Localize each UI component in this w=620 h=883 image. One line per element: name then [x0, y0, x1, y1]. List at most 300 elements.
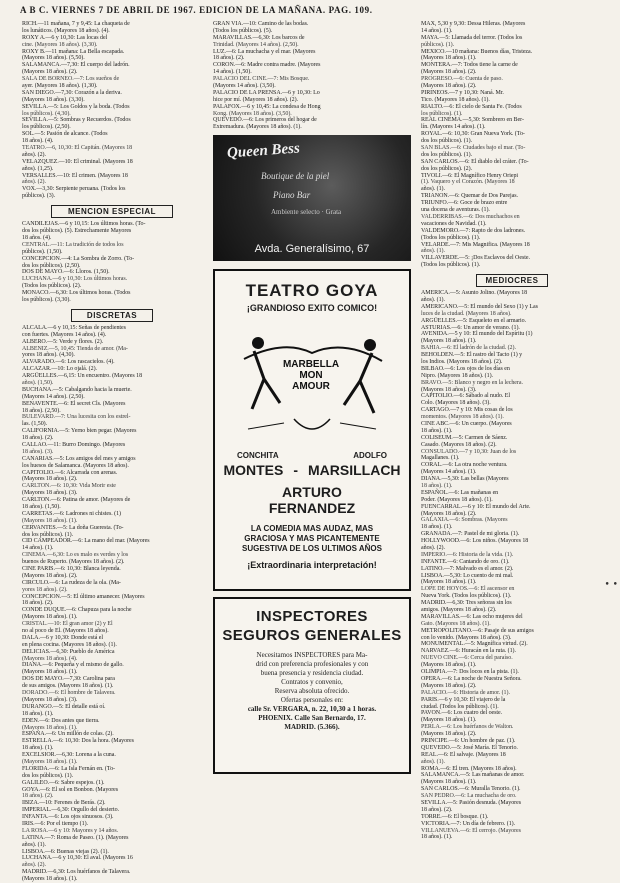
listing-line: MONACO.—6,30: Los últimos horas. (Todos	[22, 290, 131, 297]
listing-line: SALA DE BORNEO.—7: Los sueños de	[22, 76, 120, 83]
listing-line: VILLANUEVA.—6: El cerrojo. (Mayores	[421, 827, 521, 834]
listing-line: QUEVEDO.—5: José María. El Tenorio.	[421, 744, 518, 751]
listing-line: BULEVARD.—7: Una lucesita con los estrel-	[22, 414, 131, 421]
queen-bess-tagline: Boutique de la piel	[261, 171, 330, 182]
listing-line: Poder. (Mayores 18 años). (1).	[421, 496, 493, 503]
listing-line: OPERA.—6: La noche de Nuestra Señora.	[421, 675, 522, 682]
listing-line: LUZ.—6: La muchacha y el mar. (Mayores	[213, 48, 316, 55]
listing-line: (Mayores 18 años). (1).	[22, 669, 78, 676]
inspectores-body-line: calle Sr. VERGARA, n. 22, 10,30 a 1 horas.	[247, 705, 377, 714]
queen-bess-brand: Queen Bess	[226, 140, 301, 162]
listing-line: (Mayores 18 años). (1).	[421, 779, 477, 786]
listing-line: PERLA.—6: Los huérfanos de Walton.	[421, 724, 514, 731]
listing-line: con lo venido. (Mayores 18 años). (3).	[421, 634, 512, 641]
listing-line: (Mayores 18 años). (1).	[22, 614, 78, 621]
listing-line: MONUMENTAL.—5: Magnífica virtud. (2).	[421, 641, 528, 648]
listing-line: LATINA.—7: Roma de Paseo. (1). (Mayores	[22, 834, 129, 841]
listing-line: 18 años). (1).	[421, 834, 453, 841]
listing-line: de sus amigos. (Mayores 18 años). (1).	[22, 683, 114, 690]
listing-line: SALAMANCA.—5: Las mañanas de amor.	[421, 772, 525, 779]
listing-line: MAX, 5,30 y 9,30: Dessa Hileras. (Mayores	[421, 21, 526, 27]
listing-line: VOX.—3,30: Serpiente peruana. (Todos los	[22, 186, 126, 193]
goya-credits	[215, 451, 409, 460]
listing-line: (Mayores 18 años). (3).	[421, 386, 477, 393]
listing-line: ARGÜELLES.—6,15: Un encuentro. (Mayores 18	[22, 373, 143, 380]
listing-block-top	[22, 21, 202, 200]
listing-line: años). (1).	[421, 248, 445, 255]
listing-line: los públicos). (3,30).	[22, 296, 71, 303]
listing-line: dos los públicos). (1).	[421, 151, 473, 158]
inspectores-body-line: Ofertas personales en:	[280, 696, 344, 705]
listing-line: DURANGO.—5: El detalle está oí.	[22, 703, 106, 710]
listing-line: ASTURIAS.—6: Un amor de verano. (1).	[421, 324, 520, 331]
listing-line: (Mayores 18 años). (2).	[421, 682, 477, 689]
listing-line: años). (2).	[22, 179, 46, 186]
listing-line: los huesos de Salamanca. (Mayores 18 años).	[22, 462, 129, 469]
listing-line: Gato. (Mayores 18 años). (1).	[421, 620, 491, 627]
listing-line: cine. (Mayores 18 años). (3,30).	[22, 41, 98, 48]
goya-blurb-line: LA COMEDIA MAS AUDAZ, MAS	[250, 524, 374, 534]
listing-line: MARAVILLAS.—6: Las ocho mujeres del	[421, 613, 523, 620]
listing-line: PARIS.—6 y 10,30: El viajero de la	[421, 696, 506, 703]
listing-line: RIALTO.—6: El cielo de Santa Fe. (Todos	[421, 103, 522, 110]
goya-show-line: MARBELLA	[282, 359, 340, 371]
listing-line: MONTERA.—7: Todos tiene la carne de	[421, 62, 518, 69]
goya-show-title	[280, 359, 342, 392]
listing-line: años). (1,25).	[22, 165, 54, 172]
listing-line: SAN CARLOS.—6: El diablo del cráter. (To-	[421, 158, 529, 165]
inspectores-body-line: drid con preferencia profesionales y con	[255, 660, 369, 669]
listing-line: GALAXIA.—6: Sombras. (Mayores	[421, 517, 508, 524]
listing-line: Magallanes. (1).	[421, 455, 460, 462]
listing-line: 18 años). (2).	[213, 55, 245, 62]
listing-line: buenos de Ruperto. (Mayores 18 años). (2).	[22, 559, 125, 566]
listing-line: GALILEO.—6: Sabre espejos. (1).	[22, 779, 105, 786]
listing-line: (Mayores 18 años). (1).	[22, 758, 78, 765]
listing-line: PALACIO DEL CINE.—7: Mis Bosque.	[213, 76, 310, 83]
listing-line: amigos. (Mayores 18 años). (2).	[421, 607, 497, 614]
listing-line: los públicos). (4,30).	[22, 110, 71, 117]
listing-line: las. (1,50).	[22, 421, 48, 428]
listing-line: FLORIDA.—6: La Isla Fernán en. (To-	[22, 765, 115, 772]
listing-line: ESPAÑA.—6: Un millón de colas. (2).	[22, 731, 114, 738]
listing-line: MADRID.—6,30: Los huérfanos de Talavera.	[22, 869, 131, 876]
listing-line: 18 años). (2).	[22, 793, 54, 800]
listing-line: EDEN.—6: Dos antes que tierra.	[22, 717, 100, 724]
listing-line: MAYA.—5: Llamada del terror. (Todos los	[421, 34, 523, 41]
listing-line: 18 años). (1).	[421, 427, 453, 434]
listing-line: ALBENIZ.—5, 10,45: Tienda de amor. (Ma-	[22, 345, 128, 352]
listing-line: vacaciones de Navidad. (1).	[421, 220, 487, 227]
listing-line: DIANA.—5,30: Las bellas (Mayores	[421, 476, 509, 483]
listing-line: BRAVO.—5: Blanco y negro en la lechera.	[421, 379, 523, 386]
listing-line: públicos). (3).	[22, 193, 56, 200]
listing-line: DELICIAS.—6,30: Pueblo de América	[22, 648, 115, 655]
listing-line: SAN BLAS.—6: Ciudades bajo el mar. (To-	[421, 145, 526, 152]
listing-line: momentos. (Mayores 18 años). (1).	[421, 414, 504, 421]
listing-line: AMERICA.—5: Asunto Jolino. (Mayores 18	[421, 290, 528, 297]
listing-line: VALDERRIBAS.—6: Dos muchachos en	[421, 213, 520, 220]
listing-line: SEVILLA.—5: Sombras y Recuerdos. (Todos	[22, 117, 131, 124]
goya-show-line: MON	[299, 370, 323, 382]
listing-line: VELAZQUEZ.—10: El criminal. (Mayores 18	[22, 158, 133, 165]
listing-line: dos los públicos). (2,50).	[22, 262, 81, 269]
listing-line: (Mayores 18 años). (1).	[22, 876, 78, 883]
listing-line: HOLLYWOOD.—6: Los niños. (Mayores 18	[421, 538, 529, 545]
listing-line: LISBOA.—5,30: Lo cuento de mi mal.	[421, 572, 514, 579]
listing-line: (Mayores 18 años). (1).	[421, 55, 477, 62]
listing-line: CANARIAS.—5: Los amigos del mes y amigos	[22, 455, 136, 462]
listing-line: (Mayores 18 años). (3,30).	[22, 96, 85, 103]
listing-line: MEXICO.—10 mañana: Buenos días, Tristeza.	[421, 48, 533, 55]
listing-line: SEVILLA.—5: Los Goldos y la boda. (Todos	[22, 103, 130, 110]
listing-line: públicos). (1).	[421, 41, 455, 48]
listing-line: SEVILLA.—5: Pasión desnuda. (Mayores	[421, 799, 522, 806]
listing-line: CINE PARIS.—6: 10,30: Blanca leyenda.	[22, 566, 121, 573]
listing-line: NUEVO CINE.—6: Cerca del paraíso.	[421, 655, 513, 662]
inspectores-body-line: Contratos y convenio,	[281, 678, 343, 687]
listing-line: CARLTON.—6: 10,30: Vida Morir este	[22, 483, 116, 490]
listing-line: (Mayores 18 años). (2).	[421, 510, 477, 517]
goya-star-separator: -	[293, 462, 298, 479]
goya-credit-right: ADOLFO	[353, 451, 387, 461]
listing-line: (Mayores 18 años). (3).	[22, 490, 78, 497]
listing-line: 18 años). (1).	[421, 483, 453, 489]
listing-line: NARVAEZ.—6: Huracán en la ruta. (1).	[421, 648, 516, 655]
listing-line: BEHOLDEN.—5: El rastro del Tacto (1) y	[421, 352, 523, 359]
listing-line: años). (1).	[22, 841, 46, 848]
listing-line: (Mayores 18 años). (1).	[421, 338, 477, 345]
listing-line: DORADO.—6: El hombre de Talavera.	[22, 690, 116, 697]
listing-line: (Todos los públicos). (2).	[22, 283, 82, 290]
listing-block-discretas	[22, 325, 202, 883]
listing-line: años). (2).	[22, 151, 46, 158]
listing-line: ESPAÑOL.—6: Las mañanas en	[421, 489, 499, 496]
listing-line: (Mayores 14 años). (3,50).	[213, 83, 276, 90]
listing-line: REAL.—6: El salvaje. (Mayores 18	[421, 751, 506, 758]
listing-line: años). (1).	[421, 186, 445, 193]
goya-stars	[215, 462, 409, 478]
listing-line: ROXY B.—11 mañana: La Bella escapada.	[22, 48, 125, 55]
listing-line: AVENIDA.—5 y 10: El mundo del Espíritu (1)	[421, 331, 533, 338]
listing-line: CANDILEJAS.—6 y 10,15: Los últimos horas. (To-	[22, 221, 146, 228]
listing-line: QUEVEDO.—6: Los primeros del hogar de	[213, 117, 317, 124]
listing-line: 18 años). (2).	[22, 600, 54, 607]
goya-illustration	[224, 319, 400, 449]
listing-line: SAN PEDRO.—6: La muchacha de oro.	[421, 793, 517, 800]
listing-line: ALBERO.—5: Verde y flores. (2).	[22, 338, 104, 345]
listing-line: (Mayores 18 años). (1).	[22, 517, 78, 524]
listing-line: LOPE DE HOYOS.—6: El ascensor en	[421, 586, 515, 593]
queen-bess-address: Avda. Generalísimo, 67	[254, 243, 370, 256]
goya-credit-left: CONCHITA	[237, 451, 279, 461]
listing-line: VALDEMORO.—7: Rapto de dos ladrones.	[421, 227, 526, 234]
listing-line: (Todos los públicos). (1).	[421, 234, 481, 241]
listing-line: LUCHANA.—6 y 10,30: Los últimos horas.	[22, 276, 128, 283]
listing-line: FUENCARRAL.—6 y 10: El mundo del Arte.	[421, 503, 531, 510]
listing-line: dos los públicos). (5). Estrechamente Mayores	[22, 228, 132, 235]
teatro-goya-ad	[213, 269, 411, 591]
section-mencion-especial: MENCION ESPECIAL	[51, 205, 173, 218]
listing-line: PIRINEOS.—7 y 10,30: Naná. Mr.	[421, 89, 504, 96]
listing-line: LUCHANA.—6 y 10,30: El aval. (Mayores 16	[22, 855, 133, 862]
listing-line: LATINO.—7: Malvado es el amor. (2).	[421, 565, 514, 572]
goya-blurb-line: SUGESTIVA DE LOS ULTIMOS AÑOS	[241, 544, 382, 554]
listing-line: ALVARADO.—6: Los rascacielos. (4).	[22, 359, 115, 366]
listing-line: SALAMANCA.—7,30: El cuerpo del ladrón.	[22, 62, 130, 69]
listing-line: VILLAVERDE.—5: ¡Dos Esclavos del Oeste.	[421, 255, 530, 262]
listing-line: Nipro. (Mayores 18 años). (1).	[421, 372, 493, 379]
listing-line: (Mayores 18 años). (2).	[421, 731, 477, 738]
listing-line: 18 años). (2).	[421, 806, 453, 813]
listing-line: BAHIA.—6: El ladrón de la ciudad. (2).	[421, 345, 516, 352]
listing-line: VICTORIA.—7: Un día de febrero. (1).	[421, 820, 516, 827]
inspectores-body-line: Necesitamos INSPECTORES para Ma-	[256, 651, 368, 660]
listing-line: CORAL.—6: La otra noche ventura.	[421, 462, 508, 469]
listing-line: (Mayores 18 años). (2).	[421, 83, 477, 90]
listing-line: CENTRAL.—11: La tradición de todos los	[22, 241, 124, 248]
listing-line: ARGÜELLES.—5: Esqueleto en el armario.	[421, 317, 527, 324]
listing-line: PROGRESO.—6: Cuenta de paso.	[421, 76, 503, 83]
listing-line: CAPITOLIO.—6: Sábado al nudo. El	[421, 393, 510, 400]
listing-line: CONSULADO.—7 y 10,30: Juan de los	[421, 448, 517, 455]
listing-line: dos los públicos). (1).	[22, 772, 74, 779]
listing-line: Kong. (Mayores 18 años). (3,50).	[213, 110, 292, 117]
listing-line: una docena de aventuras. (1).	[421, 207, 490, 214]
listing-line: 18 años). (2,50).	[22, 407, 61, 414]
listing-line: dos los públicos). (2).	[421, 165, 473, 172]
goya-blurb-line: GRACIOSA Y MAS PICANTEMENTE	[244, 534, 380, 544]
listing-line: (Mayores 14 años). (1).	[421, 469, 477, 476]
listing-line: años). (1,50).	[22, 379, 54, 386]
listing-line: años). (2).	[421, 545, 445, 552]
listing-line: CONCEPCION.—4: La Sombra de Zorro. (To-	[22, 255, 135, 262]
listing-line: PALACIO.—6: Historia de amor. (1).	[421, 689, 510, 696]
listing-line: CARTAGO.—7 y 10: Mis cosas de los	[421, 407, 513, 414]
listing-line: hice por mí. (Mayores 18 años). (2).	[213, 96, 299, 103]
listing-line: RICH.—11 mañana, 7 y 9,45: La chaqueta de	[22, 21, 130, 27]
queen-bess-ad	[213, 135, 411, 261]
listing-line: MARAVILLAS.—6,30: Los barcos de	[213, 34, 305, 41]
listing-line: 18 años). (4).	[22, 138, 54, 145]
listing-line: CONDE DUQUE.—6: Chapuza para la noche	[22, 607, 132, 614]
listing-line: Tico. (Mayores 18 años). (1).	[421, 96, 490, 103]
listing-line: 18 años. (4).	[22, 234, 52, 241]
listing-line: ayer. (Mayores 18 años). (1,30).	[22, 83, 98, 90]
listing-line: CORON.—6: Madre contra madre. (Mayores	[213, 62, 321, 69]
goya-promo: ¡Extraordinaria interpretación!	[247, 560, 377, 571]
column-right	[421, 21, 603, 841]
listing-line: públicos). (1,50).	[22, 248, 63, 255]
listing-line: (Mayores 18 años). (1).	[421, 717, 477, 724]
listing-line: 18 años). (1).	[421, 524, 453, 531]
listing-line: SOL.—5: Pasión de alcance. (Todos	[22, 131, 108, 138]
listing-line: CINEMA.—6,30: Lo es malo es verdes y los	[22, 552, 129, 559]
goya-title: TEATRO GOYA	[245, 281, 379, 301]
listing-line: CARRETAS.—6: Ladrones ni chistes. (1)	[22, 510, 121, 517]
inspectores-body	[223, 651, 401, 732]
listing-line: LISBOA.—6: Buenas viejas (2). (1).	[22, 848, 109, 855]
listing-line: IBIZA.—10: Ferenes de Berás. (2).	[22, 800, 106, 807]
listing-line: MADRID.—6,30: Tres señoras sin los	[421, 600, 512, 607]
listing-line: DOS DE MAYO.—6: Lloros. (1,50).	[22, 269, 110, 276]
listing-line: yores 18 años). (4,30).	[22, 352, 75, 359]
listing-line: (Mayores 18 años). (2).	[421, 69, 477, 76]
listing-line: (Mayores 18 años). (2).	[22, 572, 78, 579]
listing-line: los públicos). (1).	[421, 110, 463, 117]
goya-subtitle: ¡GRANDIOSO EXITO COMICO!	[246, 303, 378, 314]
listing-line: CALLAO.—11: Burro Domingo. (Mayores	[22, 441, 126, 448]
inspectores-title	[215, 607, 409, 645]
listing-line: en plena cocina. (Mayores 18 años). (1).	[22, 641, 117, 648]
page-header: A B C. VIERNES 7 DE ABRIL DE 1967. EDICION DE LA MAÑANA. PAG. 109.	[20, 5, 373, 15]
listing-line: Nueva York. (Todos los públicos). (1).	[421, 593, 512, 600]
listing-line: DALA.—6 y 10,30: Donde está el	[22, 634, 103, 641]
listing-line: PALACIO DE LA PRENSA.—6 y 10,30: Lo	[213, 89, 320, 96]
listing-line: (Mayores 18 años). (3).	[22, 696, 78, 703]
listing-line: SAN DIEGO.—7,30: Corazón a la deriva.	[22, 89, 122, 96]
listing-block-mencion	[22, 221, 202, 304]
goya-actor-first: ARTURO	[282, 484, 342, 501]
inspectores-body-line: Reserva absoluta ofrecido.	[274, 687, 350, 696]
listing-line: CIRCULO.—6: La rudeza de la ola. (Ma-	[22, 579, 121, 586]
listing-line: ROYAL.—6: 10,30: Gran Nueva York. (To-	[421, 131, 525, 138]
listing-line: dos los públicos). (1).	[421, 138, 473, 145]
listing-line: IMPERIO.—6: Historia de la vida. (1).	[421, 551, 514, 558]
listing-line: OLIMPIA.—7: Dos locos en la pista. (1).	[421, 669, 519, 676]
listing-line: Extremadura. (Mayores 18 años). (1).	[213, 124, 302, 131]
listing-line: DIANA.—6: Pequeña y el mismo de gallo.	[22, 662, 124, 669]
listing-line: VERSALLES.—10: El crimen. (Mayores 18	[22, 172, 128, 179]
listing-line: Trinidad. (Mayores 14 años). (2,50).	[213, 41, 299, 48]
inspectores-title-line: SEGUROS GENERALES	[222, 627, 402, 645]
listing-line: 18 años). (1).	[22, 745, 54, 752]
listing-line: COLISEUM.—5: Carmen de Sáenz.	[421, 434, 508, 441]
listing-line: CARLTON.—6: Patina de amor. (Mayores de	[22, 497, 131, 504]
listing-line: los Indios. (Mayores 18 años). (2).	[421, 358, 503, 365]
listing-line: CRISTAL.—10: El gran amor (2) y El	[22, 621, 113, 628]
inspectores-title-line: INSPECTORES	[256, 608, 368, 626]
listing-line: 18 años). (1,50).	[22, 504, 61, 510]
section-discretas: DISCRETAS	[71, 309, 153, 322]
margin-marks: • •	[604, 580, 618, 590]
listing-line: luces de la ciudad. (Mayores 18 años).	[421, 310, 512, 317]
listing-line: PALAFOX.—6 y 10,45: La condesa de Hong	[213, 103, 321, 110]
listing-line: PAVON.—6: Los cuatro del oeste.	[421, 710, 503, 717]
listing-line: BENAVENTE.—6: El secret Cls. (Mayores	[22, 400, 126, 407]
listing-line: no al poco de El. (Mayores 18 años).	[22, 628, 109, 635]
listing-line: METROPOLITANO.—6: Pasaje de sus amigos	[421, 627, 534, 634]
listing-line: (Mayores 18 años). (5,50).	[22, 55, 85, 62]
listing-block-mediocres	[421, 290, 603, 841]
section-mediocres: MEDIOCRES	[476, 274, 548, 287]
listing-line: lín. (Mayores 14 años). (1).	[421, 124, 486, 131]
listing-line: 18 años). (3).	[22, 448, 54, 455]
listing-line: (Mayores 14 años). (2,50).	[22, 393, 85, 400]
listing-line: (Mayores 18 años). (2).	[22, 476, 78, 483]
listing-line: IMPERIAL.—6,30: Orgullo del desierto.	[22, 807, 120, 814]
listing-line: AMERICANO.—5: El mundo del Sexo (1) y Las	[421, 303, 538, 310]
queen-bess-tagline: Piano Bar	[273, 190, 311, 201]
listing-line: PRINCIPE.—6: Un hombre de paz. (1).	[421, 737, 516, 744]
listing-line: (1). Vaquero y el Corazón. (Mayores 18	[421, 179, 515, 186]
listing-line: VELARDE.—7: Mis Magnifica. (Mayores 18	[421, 241, 530, 248]
listing-line: (Mayores 18 años). (1).	[421, 662, 477, 669]
listing-line: (Todos los públicos). (5).	[213, 27, 273, 34]
listing-line: GRANADA.—7: Pastel de mi gloria. (1).	[421, 531, 520, 538]
listing-line: SAN CARLOS.—6: Muralla Tenorio. (1).	[421, 786, 521, 793]
queen-bess-tagline: Ambiente selecto · Grata	[271, 208, 342, 217]
listing-line: ciudad. (Todos los públicos). (1).	[421, 703, 499, 710]
listing-line: INFANTA.—6: Los ojos sinuosos. (3).	[22, 814, 114, 821]
listing-line: TORRE.—6: El bosque. (1).	[421, 813, 489, 820]
inspectores-ad	[213, 597, 411, 774]
inspectores-body-line: buena presencia y residencia ciudad.	[260, 669, 364, 678]
listing-line: años). (1).	[421, 296, 445, 303]
listing-line: IRIS.—6: Por el tiempo (1).	[22, 820, 88, 827]
listing-line: REAL CINEMA.—5,30: Sombrero en Ber-	[421, 117, 524, 124]
listing-line: Casado. (Mayores 18 años). (2).	[421, 441, 497, 448]
listing-line: (Mayores 18 años). (4).	[22, 655, 78, 662]
listing-line: EXCELSIOR.—6,30: Lorena a la cuna.	[22, 752, 116, 759]
listing-line: los lunáticos. (Mayores 18 años). (4).	[22, 27, 110, 34]
goya-star: MONTES	[223, 462, 284, 479]
listing-line: CINE ABC.—6: Un cuerpo. (Mayores	[421, 420, 512, 427]
goya-actor-last: FERNANDEZ	[268, 500, 356, 517]
listing-line: BILBAO.—6: Los ojos de los días en	[421, 365, 510, 372]
listing-line: TEATRO.—6, 10,30: El Capitán. (Mayores 18	[22, 145, 133, 152]
listing-line: CONCEPCION.—5: El último amanecer. (Mayores	[22, 593, 145, 600]
listing-line: DOS DE MAYO.—7,30: Carolina para	[22, 676, 115, 683]
listing-block-right	[421, 21, 603, 269]
goya-blurb	[215, 524, 409, 554]
listing-line: GRAN VIA.—10: Camino de las bodas.	[213, 21, 309, 27]
listing-line: (Todos los públicos). (1).	[421, 262, 481, 269]
listing-line: 18 años). (1).	[22, 710, 54, 717]
column-left	[22, 21, 202, 883]
listing-line: (Mayores 18 años). (1).	[421, 579, 477, 586]
listing-block-middle	[213, 21, 411, 131]
listing-line: ROMA.—6: El tren. (Mayores 18 años).	[421, 765, 517, 772]
listing-line: INFANTE.—6: Cantando de oro. (1).	[421, 558, 510, 565]
listing-line: ALCALA.—6 y 10,15: Señas de pendientes	[22, 324, 126, 331]
listing-line: con fuertes. (Mayores 14 años). (4).	[22, 331, 107, 338]
listing-line: TRIUNFO.—6: Goce de brazo entre	[421, 200, 508, 207]
listing-line: TRIANON.—6: Quemar de Dos Parejas.	[421, 193, 518, 200]
listing-line: yores 18 años). (2).	[22, 586, 68, 593]
listing-line: años). (2).	[22, 862, 46, 869]
listing-line: TIVOLI.—6: El Magnífico Henry Oriepi	[421, 172, 519, 179]
listing-line: 14 años). (1,50).	[213, 69, 252, 76]
listing-line: BUCHANA.—5: Cabalgando hacia la muerte.	[22, 386, 132, 393]
listing-line: 18 años). (2).	[22, 435, 54, 442]
listing-line: ROXY A.—6 y 10,30: Las locas del	[22, 34, 108, 41]
listing-line: 14 años). (1).	[421, 27, 453, 34]
listing-line: CALIFORNIA.—5: Yerno bien pegar. (Mayores	[22, 428, 137, 435]
listing-line: LA ROSA.—6 y 10: Mayores y 14 años.	[22, 827, 119, 834]
goya-show-line: AMOUR	[292, 381, 330, 393]
listing-line: ESTRELLA.—6: 10,30: Dos la hora. (Mayores	[22, 738, 134, 745]
listing-line: años). (1).	[421, 758, 445, 765]
listing-line: CERVANTES.—5: La doña Gueresta. (To-	[22, 524, 124, 531]
inspectores-body-line: PHOENIX. Calle San Bernardo, 17.	[258, 714, 366, 723]
listing-line: CID CAMPEADOR.—6: La mano del mar. (Mayores	[22, 538, 150, 545]
listing-line: (Mayores 18 años). (2).	[22, 69, 78, 76]
listing-line: CAPITOLIO.—6: Alcarrada con arenas.	[22, 469, 118, 476]
listing-line: los públicos). (2,50).	[22, 124, 71, 131]
inspectores-body-line: MADRID. (5.366).	[284, 723, 340, 732]
column-middle	[213, 21, 411, 835]
